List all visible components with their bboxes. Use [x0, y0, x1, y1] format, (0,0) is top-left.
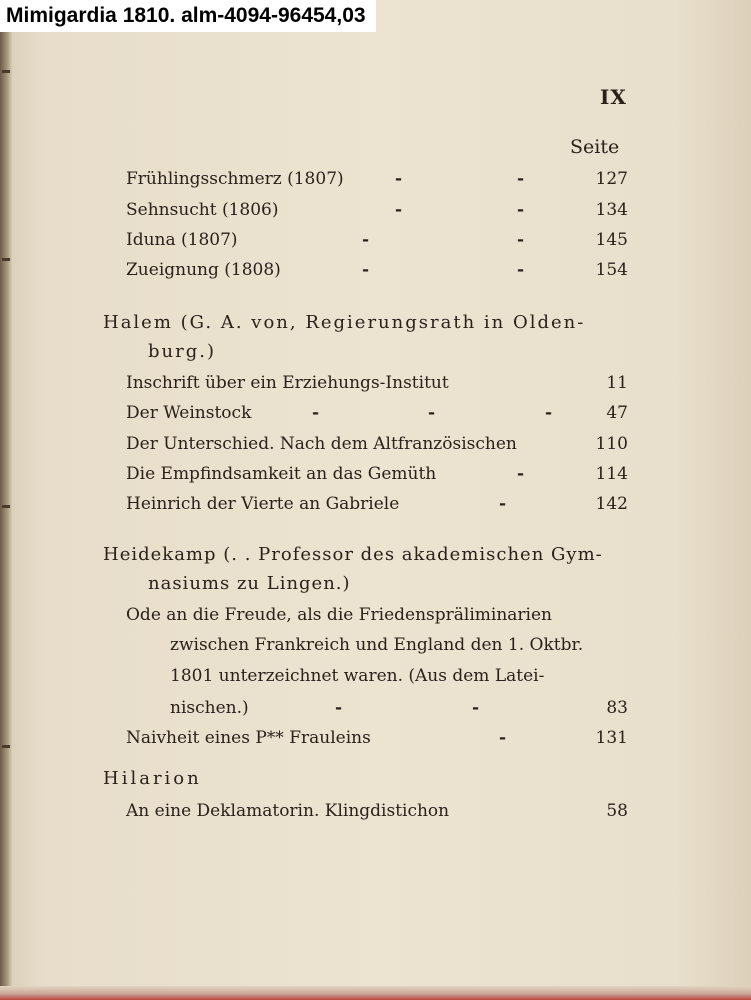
entry-page: 134 — [595, 200, 628, 220]
entry-page: 47 — [606, 403, 628, 423]
author-heading-hilarion: Hilarion — [103, 768, 202, 789]
entry-title: Inschrift über ein Erziehungs-Institut — [126, 373, 449, 393]
scan-identifier-label: Mimigardia 1810. alm-4094-96454,03 — [0, 0, 376, 32]
author-heading-heidekamp-cont: nasiums zu Lingen.) — [148, 573, 351, 594]
leader-dash: - — [517, 200, 525, 220]
entry-page: 110 — [595, 434, 628, 454]
author-heading-halem-cont: burg.) — [148, 341, 216, 362]
entry-title: Der Weinstock — [126, 403, 252, 423]
page-bottom-edge — [0, 986, 751, 1000]
leader-dash: - — [395, 200, 403, 220]
leader-dash: - — [472, 698, 480, 718]
entry-title-cont: 1801 unterzeichnet waren. (Aus dem Latei- — [170, 666, 545, 686]
entry-page: 58 — [606, 801, 628, 821]
entry-page: 131 — [595, 728, 628, 748]
leader-dash: - — [517, 464, 525, 484]
leader-dash: - — [517, 169, 525, 189]
entry-page: 83 — [606, 698, 628, 718]
entry-page: 114 — [595, 464, 628, 484]
entry-page: 11 — [606, 373, 628, 393]
binding-stitch — [2, 258, 10, 261]
author-heading-heidekamp: Heidekamp (. . Professor des akademischen Gym- — [103, 544, 603, 565]
leader-dash: - — [517, 260, 525, 280]
entry-title: Zueignung (1808) — [126, 260, 281, 280]
leader-dash: - — [499, 728, 507, 748]
leader-dash: - — [499, 494, 507, 514]
entry-title: Naivheit eines P** Frauleins — [126, 728, 371, 748]
leader-dash: - — [545, 403, 553, 423]
leader-dash: - — [335, 698, 343, 718]
entry-page: 154 — [595, 260, 628, 280]
leader-dash: - — [517, 230, 525, 250]
leader-dash: - — [362, 260, 370, 280]
leader-dash: - — [312, 403, 320, 423]
entry-title: Sehnsucht (1806) — [126, 200, 279, 220]
leader-dash: - — [362, 230, 370, 250]
entry-title: Frühlingsschmerz (1807) — [126, 169, 344, 189]
binding-stitch — [2, 745, 10, 748]
entry-title: Heinrich der Vierte an Gabriele — [126, 494, 400, 514]
entry-page: 145 — [595, 230, 628, 250]
entry-title: Ode an die Freude, als die Friedenspräliminarien — [126, 605, 552, 625]
entry-title-cont: nischen.) — [170, 698, 249, 718]
entry-title: Die Empfindsamkeit an das Gemüth — [126, 464, 437, 484]
leader-dash: - — [395, 169, 403, 189]
author-heading-halem: Halem (G. A. von, Regierungsrath in Olden- — [103, 312, 586, 333]
binding-stitch — [2, 505, 10, 508]
binding-edge — [0, 0, 12, 1000]
page-number: IX — [600, 85, 627, 109]
entry-title-cont: zwischen Frankreich und England den 1. Oktbr. — [170, 635, 584, 655]
column-header-seite: Seite — [570, 136, 620, 158]
entry-page: 127 — [595, 169, 628, 189]
binding-stitch — [2, 70, 10, 73]
entry-page: 142 — [595, 494, 628, 514]
entry-title: An eine Deklamatorin. Klingdistichon — [126, 801, 450, 821]
leader-dash: - — [428, 403, 436, 423]
entry-title: Iduna (1807) — [126, 230, 238, 250]
entry-title: Der Unterschied. Nach dem Altfranzösischen — [126, 434, 517, 454]
